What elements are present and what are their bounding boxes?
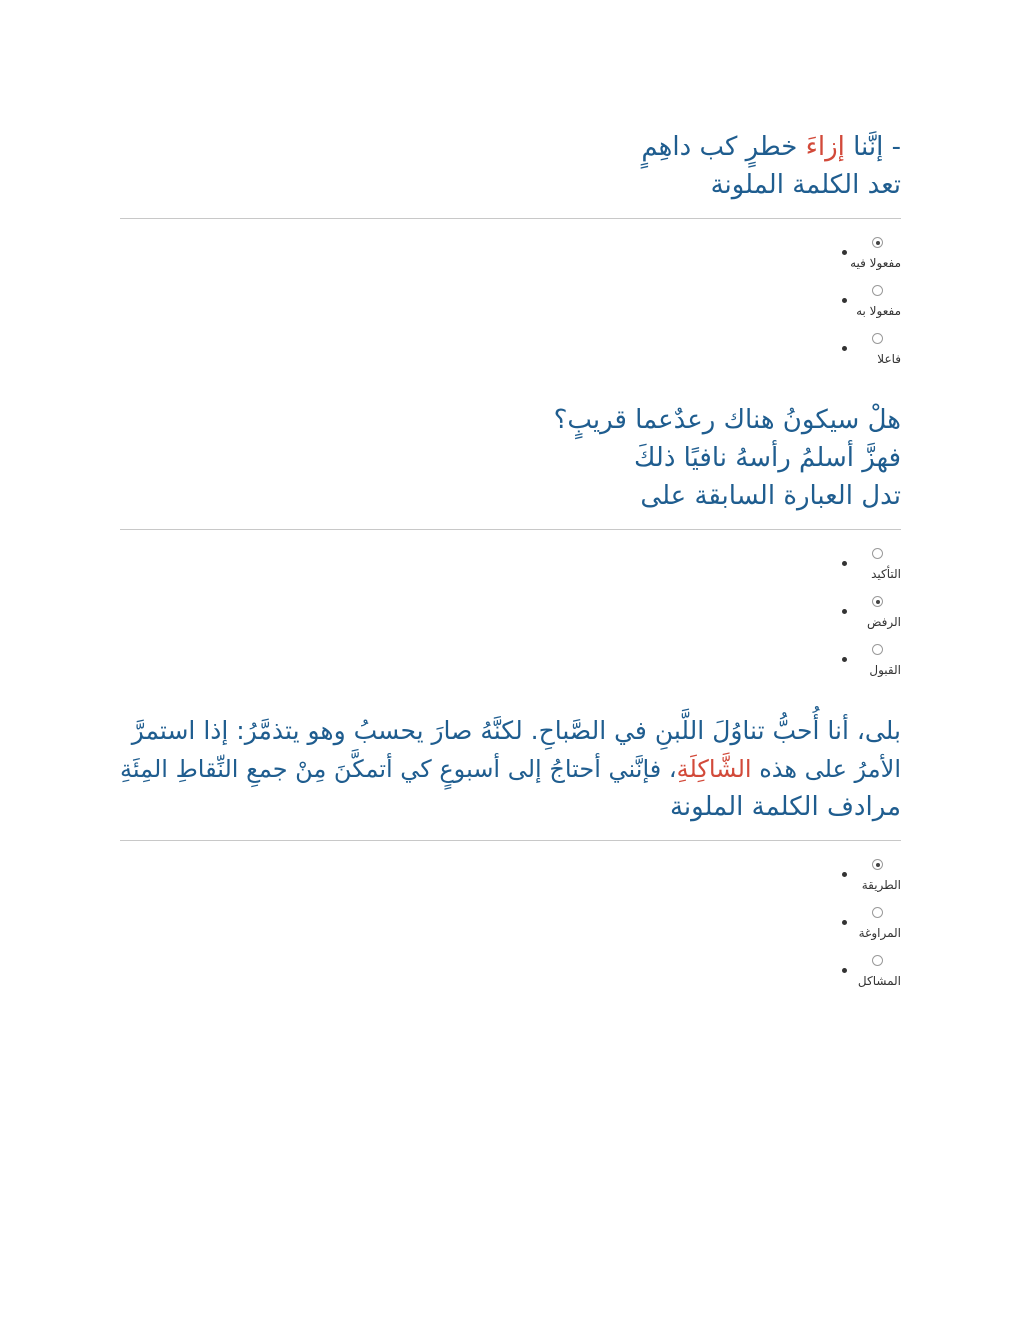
radio-button[interactable] bbox=[872, 644, 883, 655]
list-bullet bbox=[842, 298, 847, 303]
question-line: - إنَّنا إزاءَ خطرٍ كب داهِمٍ bbox=[641, 132, 901, 162]
list-bullet bbox=[842, 872, 847, 877]
option-item[interactable] bbox=[120, 283, 901, 331]
answer-options bbox=[120, 546, 901, 690]
divider bbox=[120, 529, 901, 530]
list-bullet bbox=[842, 250, 847, 255]
list-bullet bbox=[842, 346, 847, 351]
radio-button-selected[interactable] bbox=[872, 596, 883, 607]
option-item[interactable] bbox=[120, 594, 901, 642]
radio-button-selected[interactable] bbox=[872, 859, 883, 870]
option-label: مفعولا به bbox=[856, 304, 901, 318]
option-item[interactable] bbox=[120, 642, 901, 690]
question-3-text bbox=[120, 712, 901, 826]
option-label: التأكيد bbox=[871, 567, 901, 581]
question-2-text bbox=[120, 401, 901, 515]
question-line: تدل العبارة السابقة على bbox=[640, 481, 901, 511]
option-item[interactable] bbox=[120, 905, 901, 953]
option-label: فاعلا bbox=[877, 352, 901, 366]
option-item[interactable] bbox=[120, 857, 901, 905]
radio-button[interactable] bbox=[872, 285, 883, 296]
answer-options bbox=[120, 235, 901, 379]
question-line: تعد الكلمة الملونة bbox=[710, 170, 901, 200]
option-label: المراوغة bbox=[858, 926, 901, 940]
radio-button-selected[interactable] bbox=[872, 237, 883, 248]
option-label: الطريقة bbox=[861, 878, 901, 892]
highlighted-word: إزاءَ bbox=[805, 132, 845, 162]
radio-button[interactable] bbox=[872, 907, 883, 918]
option-label: مفعولا فيه bbox=[850, 256, 901, 270]
radio-button[interactable] bbox=[872, 548, 883, 559]
question-line: مرادف الكلمة الملونة bbox=[669, 792, 901, 822]
question-line: هلْ سيكونُ هناك رعدٌعما قريبٍ؟ bbox=[553, 405, 901, 435]
list-bullet bbox=[842, 561, 847, 566]
option-label: المشاكل bbox=[857, 974, 901, 988]
radio-button[interactable] bbox=[872, 955, 883, 966]
option-label: القبول bbox=[869, 663, 901, 677]
highlighted-word: الشَّاكِلَةِ bbox=[676, 755, 752, 783]
question-line: بلى، أنا أُحبُّ تناوُلَ اللَّبنِ في الصَّباحِ. لكنَّهُ صارَ يحسبُ وهو يتذمَّرُ: إذا استمرَّ bbox=[131, 716, 901, 745]
question-3 bbox=[120, 712, 901, 1001]
question-1-text bbox=[120, 128, 901, 204]
option-item[interactable] bbox=[120, 235, 901, 283]
option-label: الرفض bbox=[866, 615, 901, 629]
question-line: فهزَّ أسلمُ رأسهُ نافيًا ذلكَ bbox=[633, 443, 901, 473]
option-item[interactable] bbox=[120, 953, 901, 1001]
radio-button[interactable] bbox=[872, 333, 883, 344]
question-2 bbox=[120, 401, 901, 690]
list-bullet bbox=[842, 920, 847, 925]
list-bullet bbox=[842, 968, 847, 973]
divider bbox=[120, 218, 901, 219]
divider bbox=[120, 840, 901, 841]
list-bullet bbox=[842, 657, 847, 662]
question-1 bbox=[120, 128, 901, 379]
spacer bbox=[120, 379, 901, 401]
spacer bbox=[120, 690, 901, 712]
question-line: الأمرُ على هذه الشَّاكِلَةِ، فإنَّني أحتاجُ إلى أسبوعٍ كي أتمكَّنَ مِنْ جمعِ النِّقاطِ المِئَةِ bbox=[119, 755, 901, 783]
list-bullet bbox=[842, 609, 847, 614]
option-item[interactable] bbox=[120, 546, 901, 594]
answer-options bbox=[120, 857, 901, 1001]
option-item[interactable] bbox=[120, 331, 901, 379]
quiz-page bbox=[120, 128, 901, 1001]
